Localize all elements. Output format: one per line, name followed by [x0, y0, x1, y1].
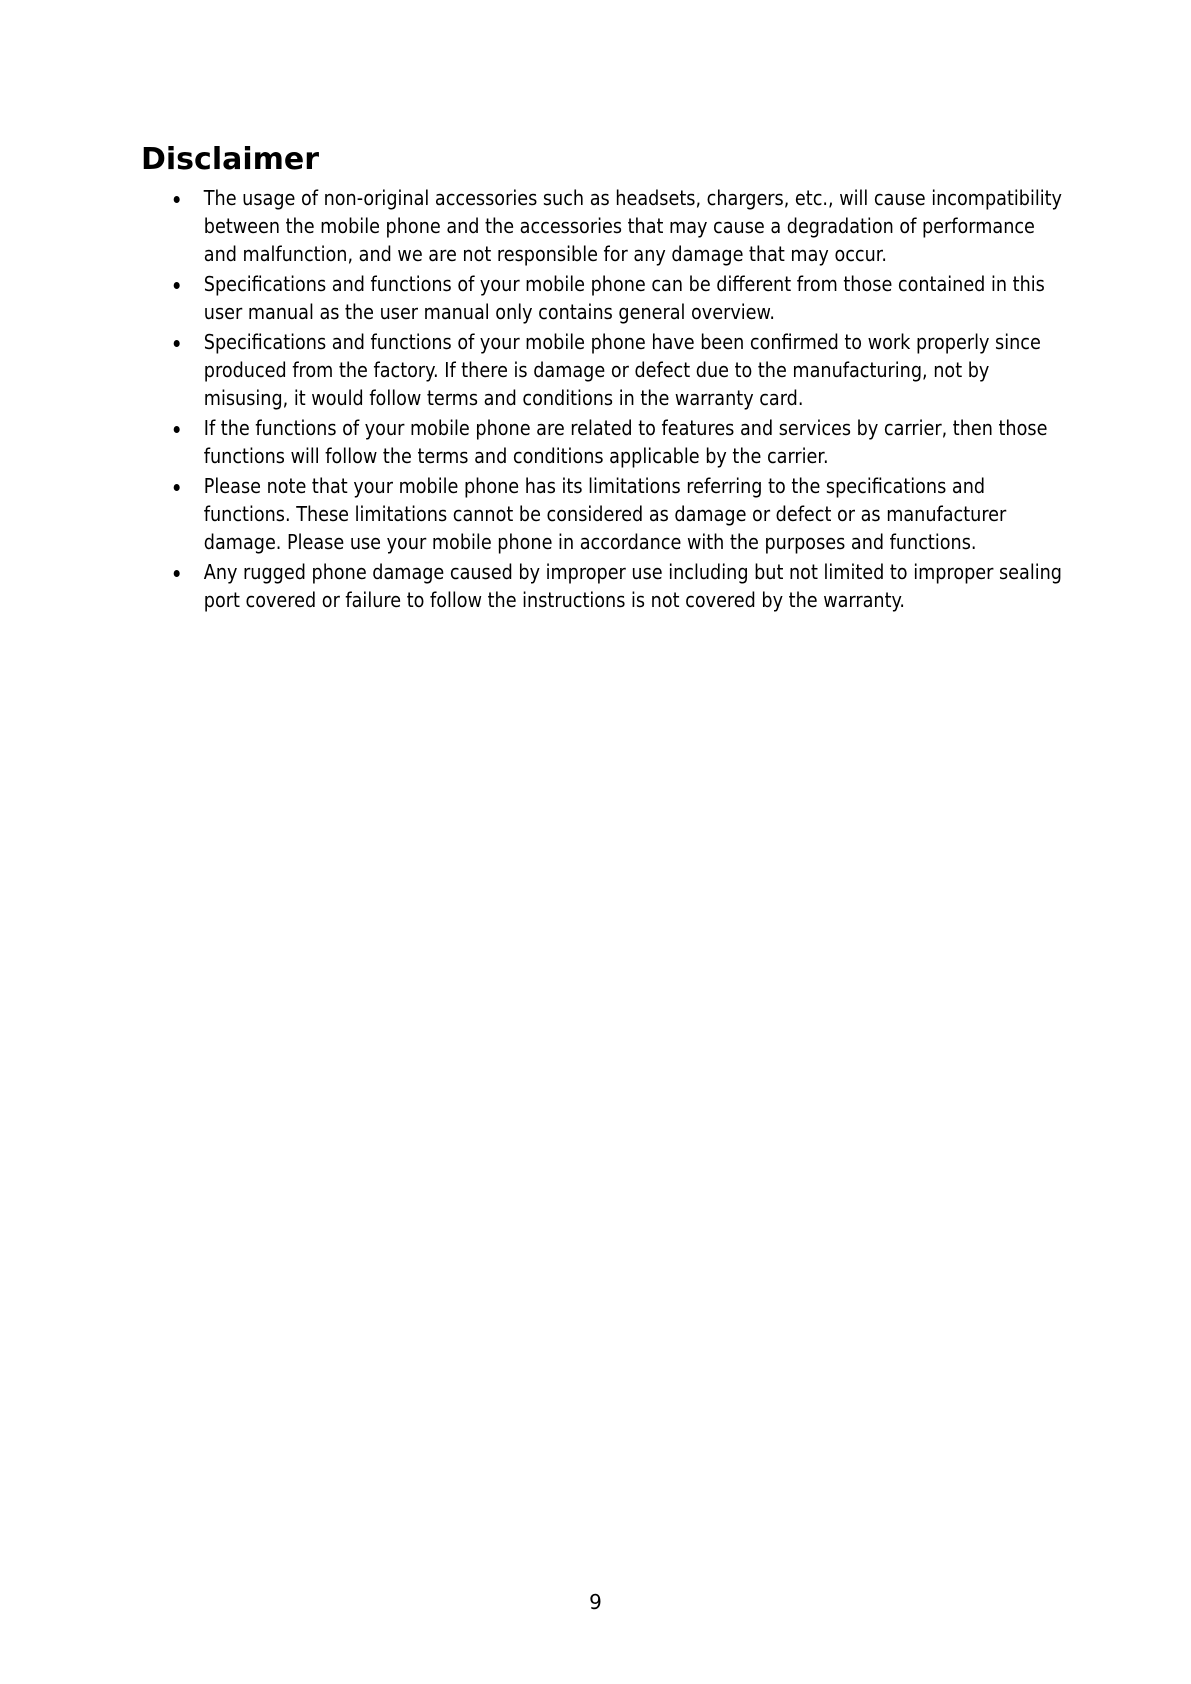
bullet-icon — [174, 340, 180, 347]
list-item-text: Please note that your mobile phone has its limitations referring to the specifications and functions. These limitations cannot be considered as damage or defect or as manufacturer damage. Please use your mobile phone in accordance with the purposes and functions. — [203, 474, 1007, 554]
list-item-text: Specifications and functions of your mobile phone have been confirmed to work properly since produced from the factory. If there is damage or defect due to the manufacturing, not by misusing, it would follow terms and conditions in the warranty card. — [203, 330, 1041, 410]
list-item — [141, 184, 1064, 268]
section-heading: Disclaimer — [141, 142, 320, 177]
list-item — [141, 558, 1064, 614]
bullet-icon — [174, 196, 180, 203]
list-item — [141, 270, 1064, 326]
page-number: 9 — [589, 1590, 602, 1614]
list-item — [141, 328, 1064, 412]
bullet-icon — [174, 282, 180, 289]
bullet-icon — [174, 426, 180, 433]
list-item-text: Any rugged phone damage caused by improper use including but not limited to improper sealing port covered or failure to follow the instructions is not covered by the warranty. — [203, 560, 1063, 612]
list-item-text: If the functions of your mobile phone are related to features and services by carrier, then those functions will follow the terms and conditions applicable by the carrier. — [203, 416, 1048, 468]
disclaimer-list — [141, 184, 1061, 616]
list-item — [141, 472, 1064, 556]
list-item-text: Specifications and functions of your mobile phone can be different from those contained in this user manual as the user manual only contains general overview. — [203, 272, 1045, 324]
bullet-icon — [174, 484, 180, 491]
list-item-text: The usage of non-original accessories such as headsets, chargers, etc., will cause incompatibility between the mobile phone and the accessories that may cause a degradation of performance and malfunction, and we are not responsible for any damage that may occur. — [203, 186, 1062, 266]
list-item — [141, 414, 1064, 470]
bullet-icon — [174, 570, 180, 577]
